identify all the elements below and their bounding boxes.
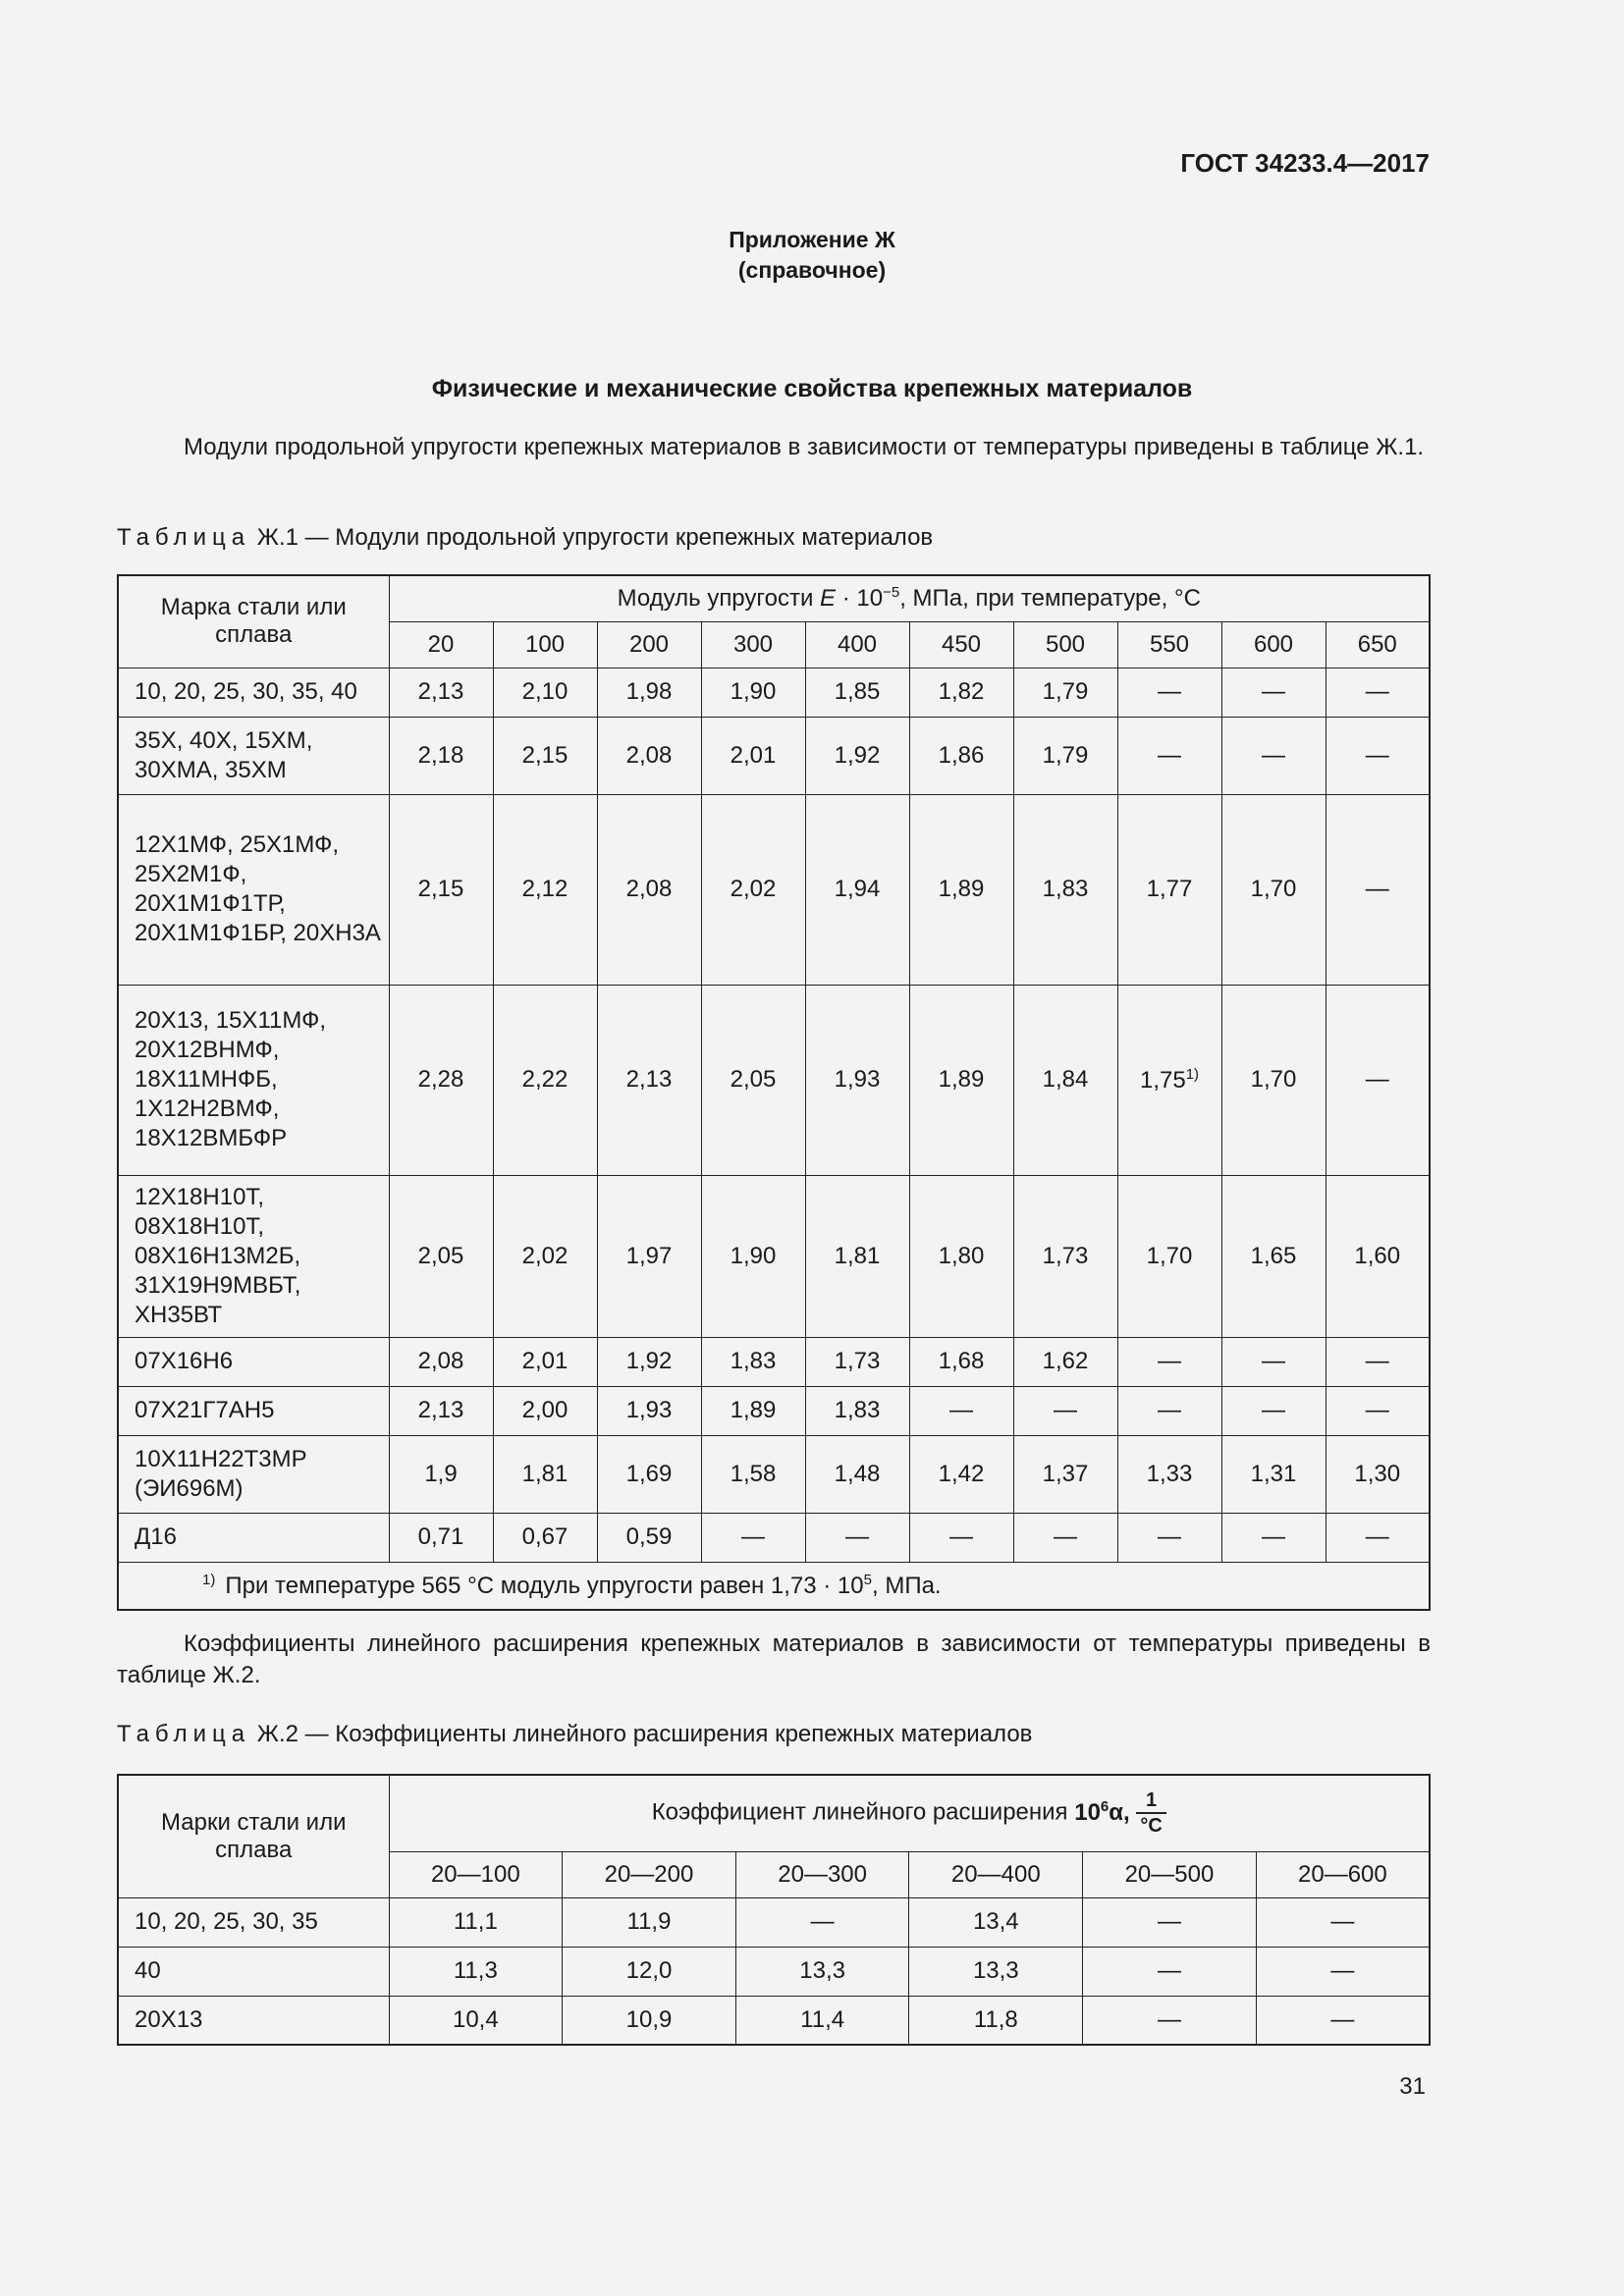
table-2-caption	[117, 1720, 1032, 1749]
modulus-value: 2,05	[417, 1242, 464, 1269]
modulus-value: 2,22	[521, 1066, 568, 1093]
modulus-cell	[701, 985, 805, 1175]
modulus-value: —	[1262, 1523, 1285, 1550]
table-2-caption-label: Таблица	[117, 1721, 251, 1747]
expansion-coefficient-cell: 12,0	[563, 1947, 736, 1996]
modulus-value: 1,82	[938, 678, 985, 705]
footnote-marker: 1)	[1185, 1065, 1200, 1083]
steel-grade-cell: 07Х21Г7АН5	[118, 1386, 389, 1435]
modulus-value: 1,58	[730, 1460, 777, 1487]
table-1-caption-text: Ж.1 — Модули продольной упругости крепежных материалов	[256, 524, 934, 551]
modulus-cell	[701, 717, 805, 794]
table-row	[118, 1996, 1430, 2045]
table-1-footnote-row	[118, 1562, 1430, 1610]
temperature-header: 400	[805, 621, 909, 667]
paragraph-2-text: Коэффициенты линейного расширения крепежных материалов в зависимости от температуры приведены в таблице Ж.2.	[117, 1630, 1431, 1688]
modulus-cell	[389, 794, 493, 985]
steel-grade-cell: 35Х, 40Х, 15ХМ, 30ХМА, 35ХМ	[118, 717, 389, 794]
modulus-value: 1,94	[834, 876, 881, 902]
modulus-value: 1,62	[1042, 1348, 1089, 1374]
table-2-col0-header-text: Марки стали или сплава	[161, 1808, 347, 1863]
table-1-caption	[117, 523, 933, 553]
expansion-coefficient-cell: —	[1256, 1996, 1430, 2045]
table-row	[118, 1386, 1430, 1435]
steel-grade-cell: 20Х13	[118, 1996, 389, 2045]
modulus-cell	[493, 1386, 597, 1435]
modulus-value: —	[1262, 1397, 1285, 1423]
modulus-value: 2,28	[417, 1066, 464, 1093]
group-header-coef	[1074, 1799, 1129, 1826]
modulus-cell	[1326, 1435, 1430, 1513]
modulus-cell	[701, 667, 805, 717]
table-1-col0-header-text: Марка стали или сплава	[160, 594, 347, 649]
modulus-cell	[1326, 1386, 1430, 1435]
temperature-header: 600	[1221, 621, 1326, 667]
modulus-cell	[1221, 1386, 1326, 1435]
modulus-value: —	[741, 1523, 765, 1550]
modulus-cell	[909, 1337, 1013, 1386]
modulus-value: 1,65	[1250, 1242, 1297, 1269]
modulus-value: 1,73	[834, 1348, 881, 1374]
modulus-value: 2,08	[625, 876, 673, 902]
modulus-value: —	[1365, 1397, 1389, 1423]
modulus-cell	[909, 1435, 1013, 1513]
modulus-value: 1,60	[1354, 1242, 1401, 1269]
expansion-coefficient-cell: 10,4	[389, 1996, 563, 2045]
modulus-value: 1,81	[834, 1242, 881, 1269]
modulus-cell	[1326, 1175, 1430, 1337]
modulus-cell	[493, 1435, 597, 1513]
modulus-cell	[701, 1435, 805, 1513]
modulus-cell	[389, 667, 493, 717]
modulus-cell	[1013, 1337, 1117, 1386]
modulus-cell	[597, 667, 701, 717]
steel-grade-cell: 10, 20, 25, 30, 35, 40	[118, 667, 389, 717]
modulus-cell	[1221, 985, 1326, 1175]
modulus-cell	[1117, 1337, 1221, 1386]
table-2	[117, 1774, 1431, 2046]
modulus-value: 1,86	[938, 741, 985, 769]
modulus-cell	[1326, 667, 1430, 717]
modulus-value: 1,98	[625, 678, 673, 705]
table-row	[118, 717, 1430, 794]
modulus-value: 1,83	[1042, 876, 1089, 902]
modulus-cell	[493, 717, 597, 794]
modulus-cell	[805, 1513, 909, 1562]
temperature-header: 100	[493, 621, 597, 667]
modulus-value: 1,89	[730, 1397, 777, 1423]
modulus-cell	[1221, 717, 1326, 794]
expansion-coefficient-cell: 10,9	[563, 1996, 736, 2045]
modulus-value: —	[1158, 1523, 1181, 1550]
table-2-col0-header	[118, 1775, 389, 1897]
expansion-coefficient-cell: —	[735, 1897, 909, 1947]
modulus-cell	[597, 1435, 701, 1513]
coef-alpha: α,	[1109, 1798, 1130, 1826]
modulus-cell	[389, 1435, 493, 1513]
footnote-exp: 5	[863, 1571, 872, 1588]
expansion-coefficient-cell: —	[1083, 1897, 1257, 1947]
temperature-header: 300	[701, 621, 805, 667]
steel-grade-cell: 10Х11Н22Т3МР (ЭИ696М)	[118, 1435, 389, 1513]
modulus-cell	[909, 717, 1013, 794]
modulus-value: —	[1054, 1523, 1077, 1550]
table-1-group-header	[389, 575, 1430, 621]
modulus-cell	[1013, 985, 1117, 1175]
modulus-cell	[701, 1386, 805, 1435]
temperature-range-header: 20—600	[1256, 1851, 1430, 1897]
page-number: 31	[1399, 2073, 1426, 2100]
modulus-value: 2,05	[730, 1066, 777, 1093]
modulus-value: 1,93	[625, 1397, 673, 1423]
modulus-cell	[493, 794, 597, 985]
temperature-range-header: 20—300	[735, 1851, 909, 1897]
modulus-cell	[1117, 1513, 1221, 1562]
modulus-value: 2,10	[521, 678, 568, 705]
modulus-cell	[909, 1386, 1013, 1435]
modulus-cell	[1221, 1337, 1326, 1386]
section-heading: Физические и механические свойства крепежных материалов	[431, 375, 1193, 402]
modulus-cell	[1221, 667, 1326, 717]
modulus-value: 2,13	[417, 678, 464, 705]
modulus-value: —	[1262, 1348, 1285, 1374]
modulus-cell	[597, 985, 701, 1175]
modulus-cell	[1326, 794, 1430, 985]
modulus-cell	[597, 1386, 701, 1435]
modulus-value: 1,81	[521, 1460, 568, 1487]
modulus-cell	[1117, 985, 1221, 1175]
temperature-range-header: 20—100	[389, 1851, 563, 1897]
modulus-value: 1,97	[625, 1242, 673, 1269]
modulus-value: 1,30	[1354, 1460, 1401, 1487]
temperature-header: 200	[597, 621, 701, 667]
modulus-value: 1,90	[730, 1242, 777, 1269]
group-header-prefix: Модуль упругости	[617, 585, 814, 613]
modulus-cell	[597, 794, 701, 985]
modulus-cell	[1221, 794, 1326, 985]
modulus-value: —	[1158, 741, 1181, 769]
modulus-value: 2,01	[521, 1348, 568, 1374]
footnote-text-a: При температуре 565 °С модуль упругости равен 1,73 · 10	[225, 1572, 864, 1599]
expansion-coefficient-cell: 13,3	[735, 1947, 909, 1996]
temperature-header: 450	[909, 621, 1013, 667]
modulus-value: 1,73	[1042, 1242, 1089, 1269]
modulus-cell	[805, 794, 909, 985]
modulus-value: —	[949, 1397, 973, 1423]
expansion-coefficient-cell: 11,3	[389, 1947, 563, 1996]
modulus-cell	[389, 1337, 493, 1386]
modulus-cell	[1117, 667, 1221, 717]
modulus-value: —	[1158, 1348, 1181, 1374]
table-1	[117, 574, 1431, 1611]
expansion-coefficient-cell: —	[1083, 1947, 1257, 1996]
modulus-value: 1,70	[1250, 1066, 1297, 1093]
modulus-value: 1,84	[1042, 1066, 1089, 1093]
modulus-value: 1,42	[938, 1460, 985, 1487]
steel-grade-cell: 10, 20, 25, 30, 35	[118, 1897, 389, 1947]
modulus-cell	[909, 794, 1013, 985]
table-2-caption-text: Ж.2 — Коэффициенты линейного расширения крепежных материалов	[256, 1721, 1033, 1747]
modulus-value: —	[1054, 1397, 1077, 1423]
modulus-value: 1,69	[625, 1460, 673, 1487]
group-header-symbol: E	[820, 585, 837, 613]
modulus-cell	[1013, 1386, 1117, 1435]
paragraph-1-text: Модули продольной упругости крепежных материалов в зависимости от температуры приведены в таблице Ж.1.	[184, 434, 1425, 460]
modulus-value: 1,31	[1250, 1460, 1297, 1487]
modulus-cell	[1117, 1175, 1221, 1337]
footnote-cell	[118, 1562, 1430, 1610]
expansion-coefficient-cell: —	[1083, 1996, 1257, 2045]
modulus-cell	[1221, 1513, 1326, 1562]
modulus-cell	[805, 1386, 909, 1435]
steel-grade-cell: Д16	[118, 1513, 389, 1562]
modulus-cell	[1013, 667, 1117, 717]
modulus-cell	[597, 1175, 701, 1337]
modulus-cell	[805, 1435, 909, 1513]
temperature-range-header: 20—200	[563, 1851, 736, 1897]
modulus-value: 1,83	[834, 1397, 881, 1423]
modulus-cell	[805, 667, 909, 717]
modulus-value: 2,15	[417, 876, 464, 902]
modulus-cell	[1326, 985, 1430, 1175]
footnote-text-b: , МПа.	[871, 1572, 942, 1599]
modulus-value: —	[1158, 1397, 1181, 1423]
group-header-suffix: , МПа, при температуре, °С	[899, 585, 1201, 613]
table-row	[118, 1947, 1430, 1996]
modulus-cell	[389, 985, 493, 1175]
fraction-numerator: 1	[1136, 1789, 1165, 1814]
steel-grade-cell: 12Х1МФ, 25Х1МФ, 25Х2М1Ф, 20Х1М1Ф1ТР, 20Х1М1Ф1БР, 20ХН3А	[118, 794, 389, 985]
group-header-text: Коэффициент линейного расширения	[651, 1798, 1068, 1826]
modulus-value: 1,85	[834, 678, 881, 705]
modulus-value: 1,80	[938, 1242, 985, 1269]
modulus-cell	[389, 1386, 493, 1435]
table-row	[118, 794, 1430, 985]
modulus-cell	[701, 1513, 805, 1562]
modulus-cell	[389, 1513, 493, 1562]
modulus-value: 1,79	[1042, 741, 1089, 769]
modulus-cell	[1221, 1175, 1326, 1337]
paragraph-2	[117, 1629, 1431, 1691]
modulus-value: 2,15	[521, 741, 568, 769]
modulus-value: —	[1365, 1348, 1389, 1374]
modulus-value: 2,00	[521, 1397, 568, 1423]
modulus-cell	[1117, 1435, 1221, 1513]
expansion-coefficient-cell: —	[1256, 1947, 1430, 1996]
modulus-cell	[1013, 1175, 1117, 1337]
modulus-cell	[1013, 1435, 1117, 1513]
modulus-value: —	[1365, 876, 1389, 902]
modulus-value: 1,83	[730, 1348, 777, 1374]
modulus-value: —	[1365, 741, 1389, 769]
modulus-value: 1,70	[1250, 876, 1297, 902]
modulus-cell	[1117, 1386, 1221, 1435]
modulus-cell	[389, 1175, 493, 1337]
table-row	[118, 667, 1430, 717]
modulus-value: —	[1365, 1066, 1389, 1093]
modulus-cell	[493, 1513, 597, 1562]
modulus-value: 1,90	[730, 678, 777, 705]
modulus-value: 1,79	[1042, 678, 1089, 705]
temperature-range-header: 20—400	[909, 1851, 1083, 1897]
modulus-value: 2,13	[625, 1066, 673, 1093]
modulus-cell	[389, 717, 493, 794]
table-1-col0-header	[118, 575, 389, 667]
modulus-value: 1,48	[834, 1460, 881, 1487]
modulus-value: 2,18	[417, 741, 464, 769]
temperature-header: 550	[1117, 621, 1221, 667]
modulus-value: 2,02	[521, 1242, 568, 1269]
modulus-cell	[909, 1175, 1013, 1337]
modulus-cell	[493, 667, 597, 717]
coef-base: 10	[1074, 1798, 1101, 1826]
modulus-value: 0,67	[521, 1523, 568, 1550]
modulus-value: 1,68	[938, 1348, 985, 1374]
modulus-cell	[493, 1175, 597, 1337]
group-header-mid: · 10	[836, 585, 884, 613]
modulus-cell	[1117, 794, 1221, 985]
modulus-value: 1,70	[1146, 1242, 1193, 1269]
modulus-cell	[701, 1175, 805, 1337]
paragraph-1	[117, 432, 1431, 463]
table-row	[118, 1897, 1430, 1947]
modulus-value: 1,89	[938, 1066, 985, 1093]
temperature-header: 20	[389, 621, 493, 667]
modulus-value: 1,93	[834, 1066, 881, 1093]
table-row	[118, 985, 1430, 1175]
modulus-cell	[597, 717, 701, 794]
temperature-header: 650	[1326, 621, 1430, 667]
modulus-value: 2,12	[521, 876, 568, 902]
modulus-value: 1,92	[625, 1348, 673, 1374]
modulus-value: —	[1365, 678, 1389, 705]
modulus-cell	[909, 985, 1013, 1175]
modulus-cell	[1117, 717, 1221, 794]
modulus-value: —	[1365, 1523, 1389, 1550]
temperature-header: 500	[1013, 621, 1117, 667]
modulus-value: 1,75	[1139, 1066, 1186, 1094]
modulus-value: 1,92	[834, 741, 881, 769]
modulus-value: 2,02	[730, 876, 777, 902]
modulus-cell	[805, 717, 909, 794]
modulus-value: 0,59	[625, 1523, 673, 1550]
fraction-denominator: °С	[1140, 1815, 1163, 1838]
appendix-subtitle: (справочное)	[737, 257, 887, 283]
modulus-value: 1,9	[424, 1460, 458, 1487]
modulus-value: —	[1158, 678, 1181, 705]
appendix-title	[0, 225, 1624, 286]
modulus-cell	[493, 1337, 597, 1386]
modulus-cell	[1013, 794, 1117, 985]
modulus-cell	[1013, 1513, 1117, 1562]
expansion-coefficient-cell: 13,3	[909, 1947, 1083, 1996]
modulus-value: 2,13	[417, 1397, 464, 1423]
modulus-value: —	[1262, 678, 1285, 705]
modulus-cell	[701, 794, 805, 985]
unit-fraction	[1136, 1789, 1165, 1838]
expansion-coefficient-cell: 13,4	[909, 1897, 1083, 1947]
table-row	[118, 1435, 1430, 1513]
modulus-cell	[1013, 717, 1117, 794]
group-header-exp: −5	[883, 584, 900, 602]
expansion-coefficient-cell: —	[1256, 1897, 1430, 1947]
modulus-cell	[1326, 1337, 1430, 1386]
modulus-value: 0,71	[417, 1523, 464, 1550]
steel-grade-cell: 07Х16Н6	[118, 1337, 389, 1386]
steel-grade-cell: 12Х18Н10Т, 08Х18Н10Т, 08Х16Н13М2Б, 31Х19Н9МВБТ, ХН35ВТ	[118, 1175, 389, 1337]
modulus-value: 1,89	[938, 876, 985, 902]
expansion-coefficient-cell: 11,9	[563, 1897, 736, 1947]
coef-exp: 6	[1100, 1797, 1110, 1815]
table-row	[118, 1175, 1430, 1337]
table-row	[118, 1513, 1430, 1562]
modulus-cell	[1326, 1513, 1430, 1562]
standard-number: ГОСТ 34233.4—2017	[1180, 148, 1430, 178]
modulus-cell	[1326, 717, 1430, 794]
steel-grade-cell: 40	[118, 1947, 389, 1996]
modulus-value: —	[1262, 741, 1285, 769]
table-1-caption-label: Таблица	[117, 524, 251, 551]
modulus-value: 2,01	[730, 741, 777, 769]
modulus-cell	[805, 1175, 909, 1337]
expansion-coefficient-cell: 11,8	[909, 1996, 1083, 2045]
modulus-cell	[701, 1337, 805, 1386]
table-row	[118, 1337, 1430, 1386]
modulus-cell	[597, 1337, 701, 1386]
modulus-cell	[909, 1513, 1013, 1562]
expansion-coefficient-cell: 11,4	[735, 1996, 909, 2045]
modulus-cell	[805, 985, 909, 1175]
modulus-cell	[597, 1513, 701, 1562]
expansion-coefficient-cell: 11,1	[389, 1897, 563, 1947]
modulus-value: 2,08	[417, 1348, 464, 1374]
modulus-value: 1,77	[1146, 876, 1193, 902]
footnote-mark: 1)	[202, 1571, 216, 1588]
modulus-value: —	[845, 1523, 869, 1550]
modulus-cell	[493, 985, 597, 1175]
steel-grade-cell: 20Х13, 15Х11МФ, 20Х12ВНМФ, 18Х11МНФБ, 1Х12Н2ВМФ, 18Х12ВМБФР	[118, 985, 389, 1175]
modulus-value: 1,37	[1042, 1460, 1089, 1487]
modulus-cell	[1221, 1435, 1326, 1513]
table-2-group-header	[389, 1775, 1430, 1851]
modulus-value: —	[949, 1523, 973, 1550]
modulus-value: 2,08	[625, 741, 673, 769]
modulus-cell	[805, 1337, 909, 1386]
modulus-value: 1,33	[1146, 1460, 1193, 1487]
modulus-cell	[909, 667, 1013, 717]
appendix-label: Приложение Ж	[729, 227, 895, 252]
temperature-range-header: 20—500	[1083, 1851, 1257, 1897]
